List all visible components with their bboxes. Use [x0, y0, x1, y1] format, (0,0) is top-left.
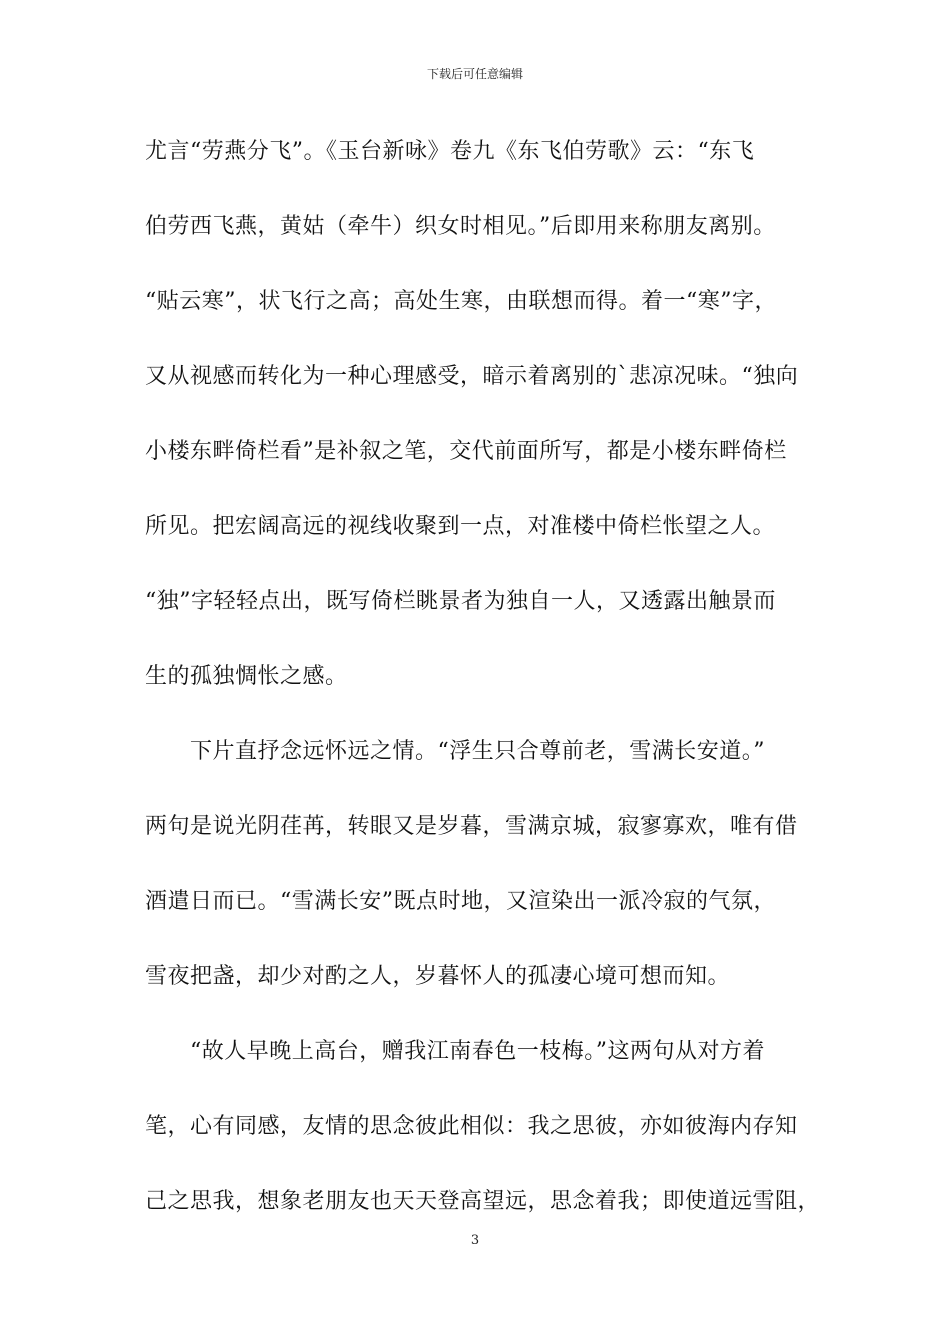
text-line: 两句是说光阴荏苒，转眼又是岁暮，雪满京城，寂寥寡欢，唯有借 [145, 814, 798, 839]
text-line: 小楼东畔倚栏看”是补叙之笔，交代前面所写，都是小楼东畔倚栏 [145, 439, 787, 464]
text-line: 尤言“劳燕分飞”。《玉台新咏》卷九《东飞伯劳歌》云：“东飞 [145, 139, 755, 164]
text-line: 生的孤独惆怅之感。 [145, 664, 348, 689]
text-line: 酒遣日而已。“雪满长安”既点时地，又渲染出一派冷寂的气氛， [145, 889, 776, 914]
paragraph-first-line: “故人早晚上高台，赠我江南春色一枝梅。”这两句从对方着 [190, 1039, 765, 1064]
text-line: 笔，心有同感，友情的思念彼此相似：我之思彼，亦如彼海内存知 [145, 1114, 798, 1139]
page-number: 3 [470, 1233, 480, 1248]
text-line: 伯劳西飞燕，黄姑（牵牛）织女时相见。”后即用来称朋友离别。 [145, 214, 776, 239]
paragraph-first-line: 下片直抒念远怀远之情。“浮生只合尊前老，雪满长安道。” [190, 739, 765, 764]
page-header: 下载后可任意编辑 [426, 67, 523, 81]
text-line: 所见。把宏阔高远的视线收聚到一点，对准楼中倚栏怅望之人。 [145, 514, 776, 539]
text-line: 己之思我，想象老朋友也天天登高望远，思念着我；即使道远雪阻， [145, 1189, 821, 1214]
text-line: 又从视感而转化为一种心理感受，暗示着离别的`悲凉况味。“独向 [145, 364, 799, 389]
text-line: 雪夜把盏，却少对酌之人，岁暮怀人的孤凄心境可想而知。 [145, 964, 731, 989]
text-line: “独”字轻轻点出，既写倚栏眺景者为独自一人，又透露出触景而 [145, 589, 776, 614]
text-line: “贴云寒”，状飞行之高；高处生寒，由联想而得。着一“寒”字， [145, 289, 777, 314]
